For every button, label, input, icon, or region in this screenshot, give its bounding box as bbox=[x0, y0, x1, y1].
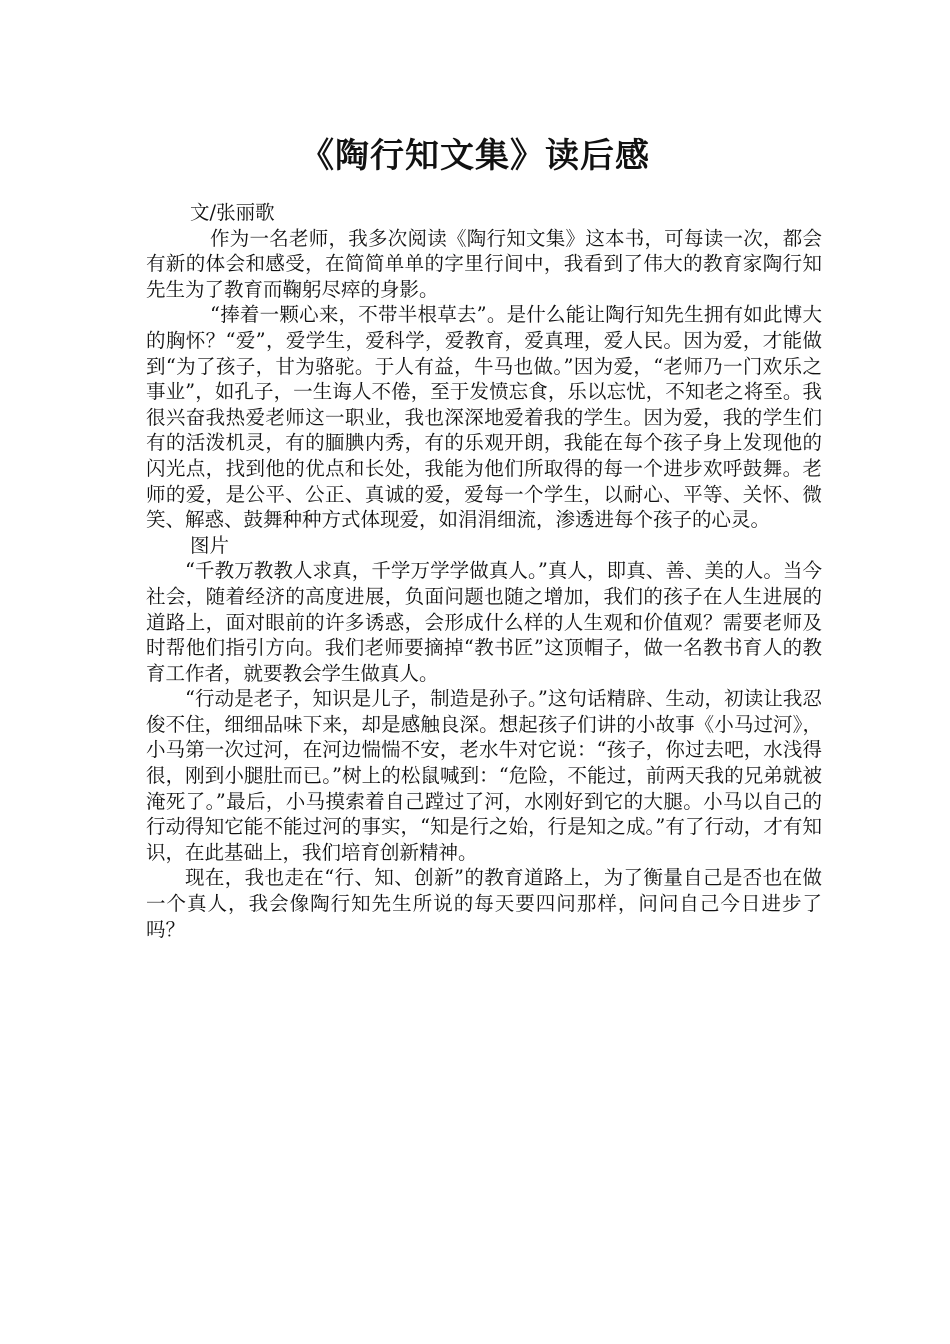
image-caption: 图片 bbox=[190, 533, 230, 557]
document-title: 《陶行知文集》读后感 bbox=[300, 136, 650, 176]
paragraph-intro: 作为一名老师，我多次阅读《陶行知文集》这本书，可每读一次，都会有新的体会和感受，在简简单单的字里行间中，我看到了伟大的教育家陶行知先生为了教育而鞠躬尽瘁的身影。 bbox=[146, 226, 822, 301]
document-body bbox=[146, 200, 822, 942]
paragraph-love: “捧着一颗心来，不带半根草去”。是什么能让陶行知先生拥有如此博大的胸怀？“爱”，爱学生，爱科学，爱教育，爱真理，爱人民。因为爱，才能做到“为了孩子，甘为骆驼。于人有益，牛马也做。”因为爱，“老师乃一门欢乐之事业”，如孔子，一生诲人不倦，至于发愤忘食，乐以忘忧，不知老之将至。我很兴奋我热爱老师这一职业，我也深深地爱着我的学生。因为爱，我的学生们有的活泼机灵，有的腼腆内秀，有的乐观开朗，我能在每个孩子身上发现他的闪光点，找到他的优点和长处，我能为他们所取得的每一个进步欢呼鼓舞。老师的爱，是公平、公正、真诚的爱，爱每一个学生，以耐心、平等、关怀、微笑、解惑、鼓舞种种方式体现爱，如涓涓细流，渗透进每个孩子的心灵。 bbox=[146, 303, 822, 532]
paragraph-action: “行动是老子，知识是儿子，制造是孙子。”这句话精辟、生动，初读让我忍俊不住，细细品味下来，却是感触良深。想起孩子们讲的小故事《小马过河》，小马第一次过河，在河边惴惴不安，老水牛对它说：“孩子，你过去吧，水浅得很，刚到小腿肚而已。”树上的松鼠喊到：“危险，不能过，前两天我的兄弟就被淹死了。”最后，小马摸索着自己蹚过了河，水刚好到它的大腿。小马以自己的行动得知它能不能过河的事实，“知是行之始，行是知之成。”有了行动，才有知识，在此基础上，我们培育创新精神。 bbox=[146, 687, 822, 864]
author-line: 文/张丽歌 bbox=[190, 201, 275, 224]
paragraph-conclusion: 现在，我也走在“行、知、创新”的教育道路上，为了衡量自己是否也在做一个真人，我会像陶行知先生所说的每天要四问那样，问问自己今日进步了吗？ bbox=[146, 866, 822, 941]
paragraph-true-person: “千教万教教人求真，千学万学学做真人。”真人，即真、善、美的人。当今社会，随着经济的高度进展，负面问题也随之增加，我们的孩子在人生进展的道路上，面对眼前的许多诱惑，会形成什么样的人生观和价值观？需要老师及时帮他们指引方向。我们老师要摘掉“教书匠”这顶帽子，做一名教书育人的教育工作者，就要教会学生做真人。 bbox=[146, 559, 822, 685]
